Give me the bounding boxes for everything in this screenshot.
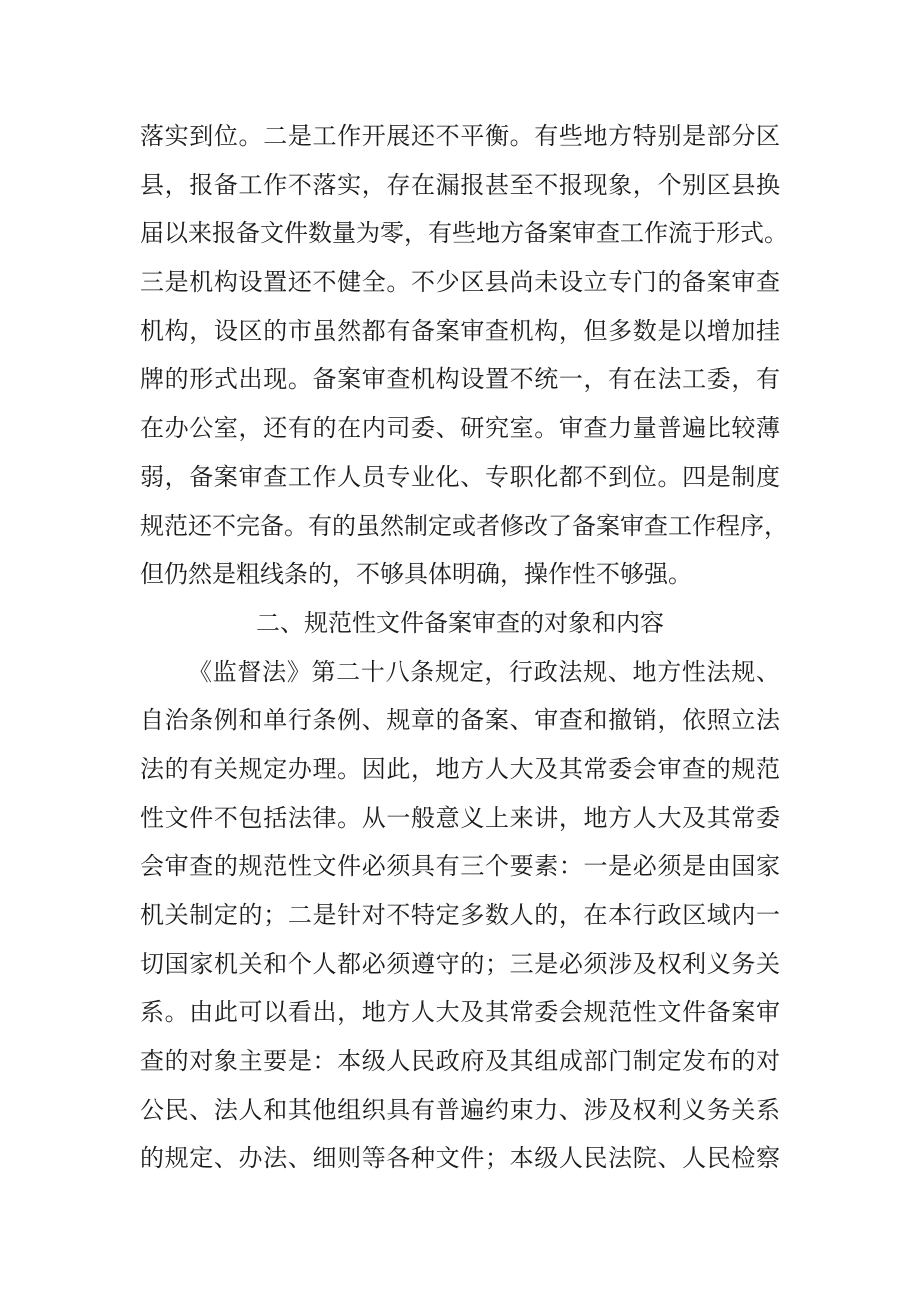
paragraph-1-line: 牌的形式出现。备案审查机构设置不统一，有在法工委，有 (140, 365, 780, 394)
paragraph-2-line: 自治条例和单行条例、规章的备案、审查和撤销，依照立法 (140, 706, 780, 735)
paragraph-1-line: 机构，设区的市虽然都有备案审查机构，但多数是以增加挂 (140, 316, 780, 345)
paragraph-2-line: 性文件不包括法律。从一般意义上来讲，地方人大及其常委 (140, 803, 780, 832)
paragraph-1 (140, 112, 788, 599)
section-heading: 二、规范性文件备案审查的对象和内容 (256, 608, 664, 637)
document-page (140, 112, 788, 1183)
paragraph-2-line: 的规定、办法、细则等各种文件；本级人民法院、人民检察 (140, 1144, 780, 1173)
paragraph-1-line: 届以来报备文件数量为零，有些地方备案审查工作流于形式。 (140, 219, 788, 248)
paragraph-2-line: 《监督法》第二十八条规定，行政法规、地方性法规、 (188, 657, 780, 686)
paragraph-1-line: 县，报备工作不落实，存在漏报甚至不报现象，个别区县换 (140, 170, 780, 199)
paragraph-2-line: 切国家机关和个人都必须遵守的；三是必须涉及权利义务关 (140, 949, 780, 978)
paragraph-2-line: 公民、法人和其他组织具有普遍约束力、涉及权利义务关系 (140, 1095, 780, 1124)
paragraph-1-line: 弱，备案审查工作人员专业化、专职化都不到位。四是制度 (140, 462, 780, 491)
paragraph-2 (140, 648, 780, 1184)
paragraph-2-line: 系。由此可以看出，地方人大及其常委会规范性文件备案审 (140, 998, 780, 1027)
paragraph-1-line: 在办公室，还有的在内司委、研究室。审查力量普遍比较薄 (140, 414, 780, 443)
paragraph-1-line: 落实到位。二是工作开展还不平衡。有些地方特别是部分区 (140, 122, 780, 150)
paragraph-2-line: 法的有关规定办理。因此，地方人大及其常委会审查的规范 (140, 754, 780, 783)
paragraph-2-line: 机关制定的；二是针对不特定多数人的，在本行政区域内一 (140, 901, 780, 929)
paragraph-2-line: 会审查的规范性文件必须具有三个要素：一是必须是由国家 (140, 852, 780, 881)
paragraph-1-line: 规范还不完备。有的虽然制定或者修改了备案审查工作程序， (140, 511, 788, 540)
paragraph-1-line: 但仍然是粗线条的，不够具体明确，操作性不够强。 (140, 560, 692, 589)
paragraph-1-line: 三是机构设置还不健全。不少区县尚未设立专门的备案审查 (140, 268, 780, 297)
paragraph-2-line: 查的对象主要是：本级人民政府及其组成部门制定发布的对 (140, 1047, 780, 1076)
